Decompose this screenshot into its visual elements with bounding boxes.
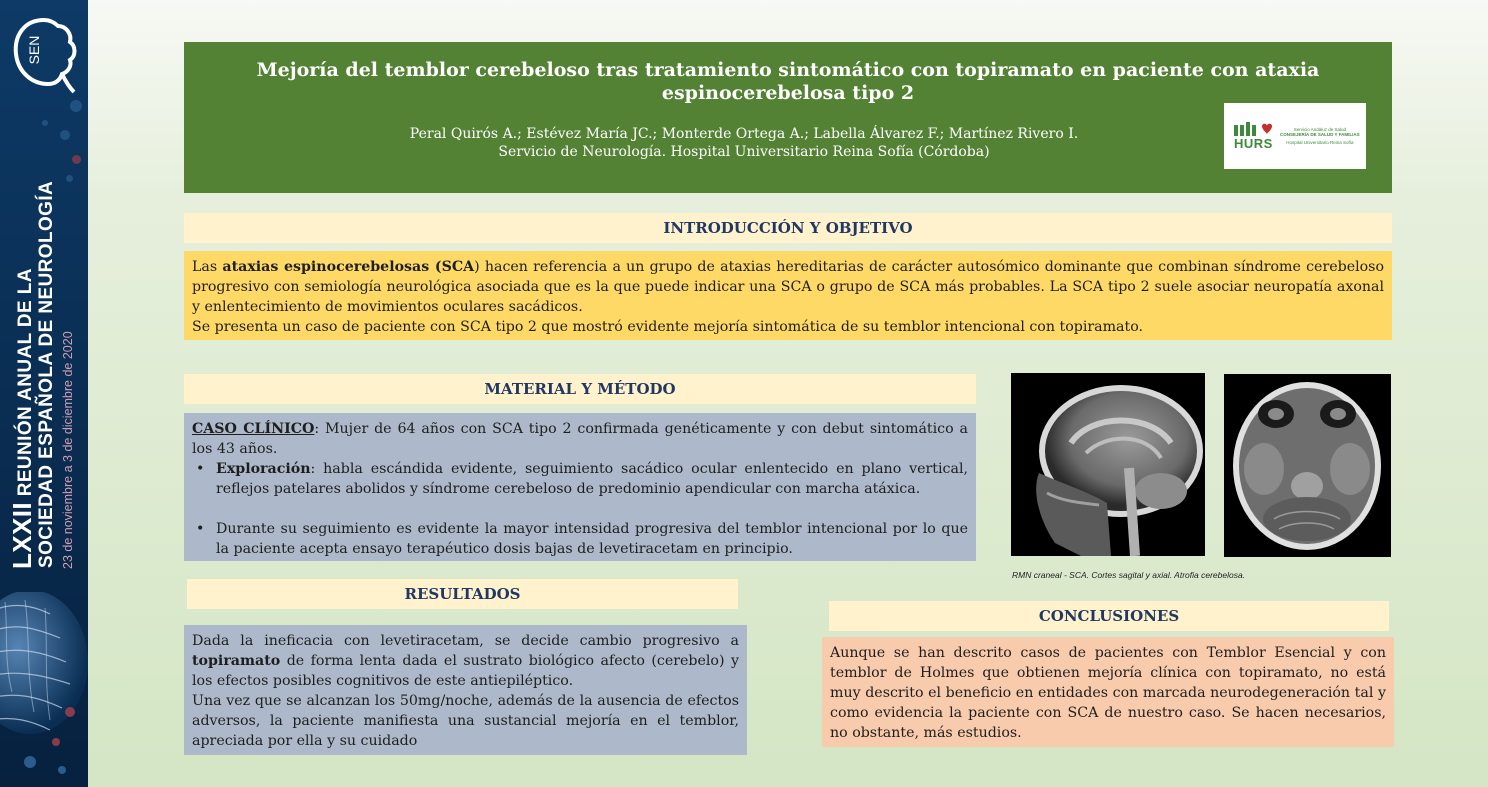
conclusions-heading: CONCLUSIONES (829, 601, 1389, 631)
poster-header (184, 42, 1392, 193)
poster-title: Mejoría del temblor cerebeloso tras tratamiento sintomático con topiramato en paciente con ataxia espinocerebelosa tipo 2 (256, 59, 1320, 104)
material-box (184, 413, 976, 561)
logo-line2: CONSEJERÍA DE SALUD Y FAMILIAS (1280, 132, 1360, 137)
sidebar (0, 0, 88, 787)
poster-authors (344, 125, 1144, 161)
edition-number: LXXII (6, 501, 37, 569)
mri-axial-image (1224, 374, 1391, 557)
congress-line1: REUNIÓN ANUAL DE LA (14, 268, 36, 497)
results-box (184, 625, 747, 755)
list-item: • Exploración: habla escándida evidente, seguimiento sacádico ocular enlentecido en plano vertical, reflejos patelares abolidos y síndrome cerebeloso de predominio apendicular con marcha atáxica. (192, 459, 968, 499)
hurs-acronym: HURS (1234, 135, 1273, 151)
mri-sagittal-image (1011, 373, 1205, 556)
congress-dates: 23 de noviembre a 3 de diciembre de 2020 (60, 331, 75, 569)
results-paragraph-1: Dada la ineficacia con levetiracetam, se decide cambio progresivo a topiramato de forma lenta dada el sustrato biológico afecto (cerebelo) y los efectos posibles cognitivos de este antiepiléptico. (192, 633, 739, 689)
conclusions-paragraph: Aunque se han descrito casos de pacientes con Temblor Esencial y con temblor de Holmes que obtienen mejoría clínica con topiramato, no está muy descrito el beneficio en entidades con marcada neurodegeneración tal y como evidencia la paciente con SCA de nuestro caso. Se hacen necesarios, no obstante, más estudios. (830, 645, 1386, 741)
case-description: CASO CLÍNICO: Mujer de 64 años con SCA tipo 2 confirmada genéticamente y con debut sintomático a los 43 años. (192, 421, 968, 457)
brain-illustration-icon (0, 592, 88, 787)
intro-paragraph-2: Se presenta un caso de paciente con SCA tipo 2 que mostró evidente mejoría sintomática de su temblor intencional con topiramato. (192, 319, 1144, 335)
results-heading: RESULTADOS (187, 579, 738, 609)
hurs-bars-icon (1234, 122, 1274, 136)
affiliation: Servicio de Neurología. Hospital Universitario Reina Sofía (Córdoba) (498, 144, 990, 160)
results-paragraph-2: Una vez que se alcanzan los 50mg/noche, además de la ausencia de efectos adversos, la paciente manifiesta una sustancial mejoría en el temblor, apreciada por ella y su cuidado (192, 693, 739, 749)
conclusions-box (822, 637, 1394, 747)
logo-line1: Servicio Andaluz de Salud (1293, 127, 1346, 132)
author-list: Peral Quirós A.; Estévez María JC.; Monterde Ortega A.; Labella Álvarez F.; Martínez Rivero I. (409, 126, 1079, 142)
logo-line3: Hospital Universitario Reina Sofía (1286, 140, 1354, 145)
sen-logo-text: SEN (26, 35, 42, 65)
intro-box (184, 251, 1392, 340)
intro-heading: INTRODUCCIÓN Y OBJETIVO (184, 213, 1392, 243)
intro-paragraph-1: Las ataxias espinocerebelosas (SCA) hacen referencia a un grupo de ataxias hereditarias de carácter autosómico dominante que combinan síndrome cerebeloso progresivo con semiología neurológica asociada que es la que puede indicar una SCA o grupo de SCA más probables. La SCA tipo 2 suele asociar neuropatía axonal y enlentecimiento de movimientos oculares sacádicos. (192, 259, 1385, 315)
hospital-logo (1224, 103, 1366, 169)
list-item: • Durante su seguimiento es evidente la mayor intensidad progresiva del temblor intencional por lo que la paciente acepta ensayo terapéutico dosis bajas de levetiracetam en principio. (192, 519, 968, 559)
congress-line2: SOCIEDAD ESPAÑOLA DE NEUROLOGÍA (35, 180, 57, 568)
image-caption: RMN craneal - SCA. Cortes sagital y axial. Atrofia cerebelosa. (1012, 570, 1246, 580)
congress-title (0, 0, 88, 575)
material-list (192, 459, 968, 559)
material-heading: MATERIAL Y MÉTODO (184, 374, 976, 404)
